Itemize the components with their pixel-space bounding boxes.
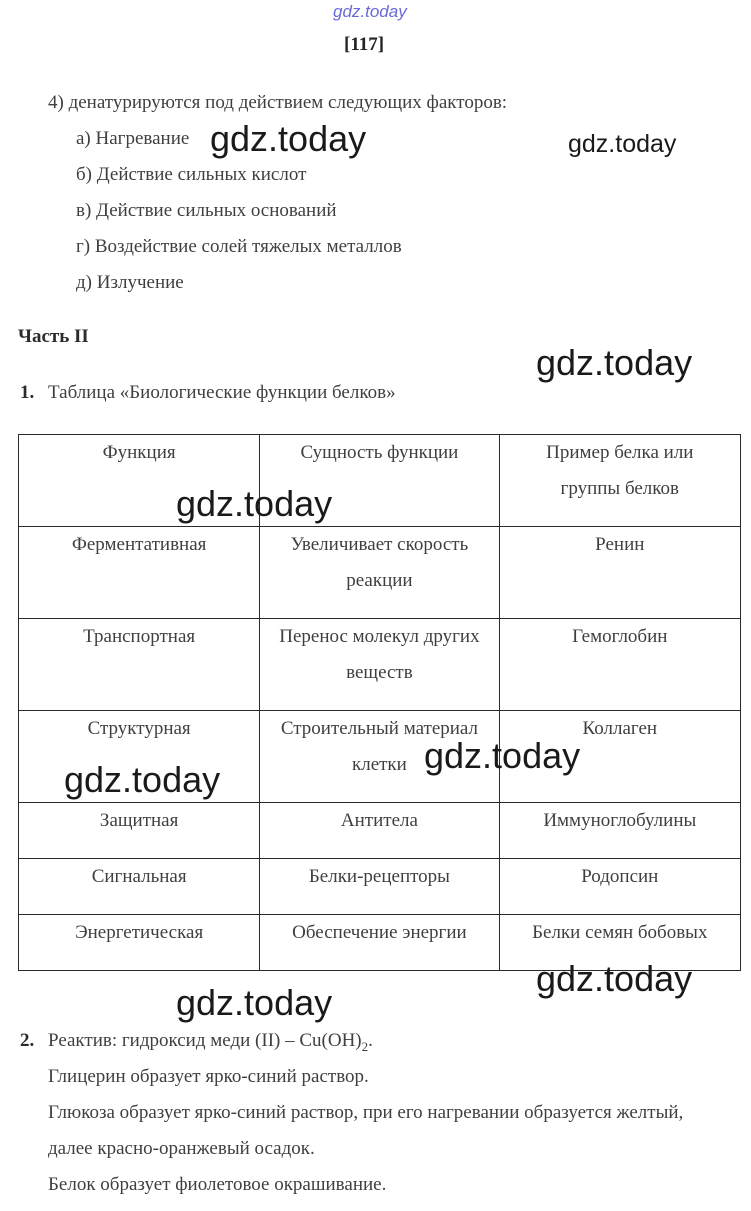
- watermark: gdz.today: [536, 342, 693, 383]
- table-cell: [19, 527, 260, 619]
- part-title: Часть II: [18, 326, 89, 347]
- task-number: 1.: [20, 382, 35, 403]
- cell-text: Родопсин: [581, 866, 659, 887]
- cell-text: Гемоглобин: [572, 626, 668, 647]
- answer-line: Белок образует фиолетовое окрашивание.: [48, 1174, 387, 1195]
- table-cell: [260, 915, 499, 971]
- table-cell: [19, 915, 260, 971]
- header-text: Функция: [102, 442, 176, 463]
- watermark: gdz.today: [176, 483, 333, 524]
- functions-table: [18, 434, 741, 971]
- cell-text: Ренин: [595, 534, 645, 555]
- question-intro: 4) денатурируются под действием следующих факторов:: [48, 92, 508, 113]
- option-item: б) Действие сильных кислот: [76, 164, 307, 185]
- table-row: [19, 859, 741, 915]
- cell-text: Ферментативная: [71, 534, 207, 555]
- table-row: [19, 803, 741, 859]
- page-number: [117]: [344, 34, 385, 55]
- watermark: gdz.today: [536, 958, 693, 999]
- header-text: Сущность функции: [300, 442, 459, 463]
- table-cell: [19, 619, 260, 711]
- answer-line: Глюкоза образует ярко-синий раствор, при его нагревании образуется желтый,: [48, 1102, 684, 1123]
- cell-text: Увеличивает скорость реакции: [290, 534, 469, 591]
- reagent-line: [48, 1030, 373, 1055]
- cell-text: Иммуноглобулины: [543, 810, 697, 831]
- table-row: [19, 619, 741, 711]
- cell-text: Структурная: [87, 718, 191, 739]
- task-number: 2.: [20, 1030, 35, 1051]
- watermark: gdz.today: [210, 118, 367, 159]
- cell-text: Белки семян бобовых: [532, 922, 708, 943]
- table-cell: [499, 619, 740, 711]
- task-text: Таблица «Биологические функции белков»: [48, 382, 396, 403]
- cell-text: Перенос молекул других веществ: [279, 626, 480, 683]
- table-cell: [260, 619, 499, 711]
- cell-text: Защитная: [99, 810, 179, 831]
- option-item: а) Нагревание: [76, 128, 190, 149]
- answer-line: далее красно-оранжевый осадок.: [48, 1138, 315, 1159]
- cell-text: Энергетическая: [75, 922, 204, 943]
- table-cell: [499, 803, 740, 859]
- table-cell: [260, 803, 499, 859]
- table-cell: [260, 527, 499, 619]
- option-item: г) Воздействие солей тяжелых металлов: [76, 236, 402, 257]
- table-cell: [19, 859, 260, 915]
- cell-text: Коллаген: [582, 718, 658, 739]
- answer-line: Глицерин образует ярко-синий раствор.: [48, 1066, 369, 1087]
- watermark: gdz.today: [64, 759, 221, 800]
- table-row: [19, 527, 741, 619]
- cell-text: Белки-рецепторы: [308, 866, 450, 887]
- option-item: д) Излучение: [76, 272, 184, 293]
- table-cell: [19, 803, 260, 859]
- cell-text: Обеспечение энергии: [292, 922, 467, 943]
- table-header-cell: [499, 435, 740, 527]
- header-text: Пример белка или группы белков: [546, 442, 694, 499]
- cell-text: Транспортная: [83, 626, 196, 647]
- watermark: gdz.today: [568, 130, 677, 158]
- cell-text: Сигнальная: [91, 866, 187, 887]
- option-item: в) Действие сильных оснований: [76, 200, 337, 221]
- table-cell: [499, 859, 740, 915]
- table-cell: [260, 859, 499, 915]
- watermark: gdz.today: [176, 982, 333, 1023]
- cell-text: Антитела: [340, 810, 418, 831]
- watermark: gdz.today: [424, 735, 581, 776]
- table-cell: [499, 527, 740, 619]
- site-link[interactable]: gdz.today: [333, 2, 407, 21]
- reagent-text: Реактив: гидроксид меди (II) – Cu(OH): [48, 1030, 362, 1051]
- cell-text: Строительный материал клетки: [280, 718, 479, 775]
- table-header-row: [19, 435, 741, 527]
- reagent-subscript: 2: [361, 1038, 369, 1054]
- reagent-end: .: [368, 1030, 373, 1051]
